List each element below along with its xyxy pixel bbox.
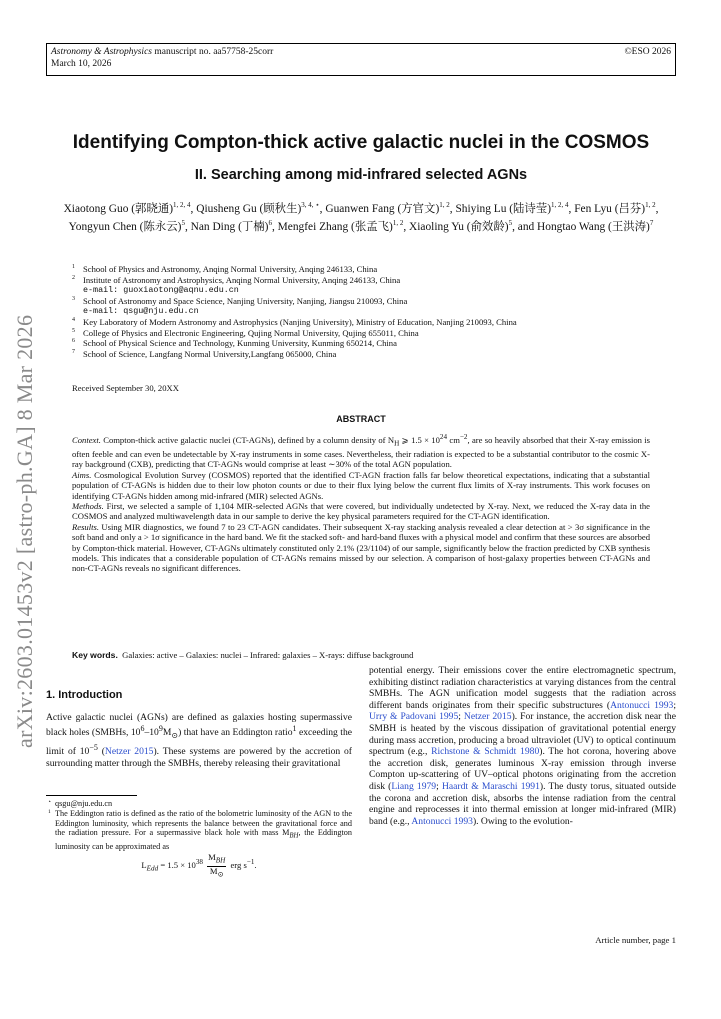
abstract-aims: [72, 470, 650, 501]
results-label: Results.: [72, 521, 99, 532]
abstract-methods: [72, 501, 650, 522]
affiliation-number: 5: [72, 327, 75, 334]
copyright: ©ESO 2026: [624, 47, 671, 57]
abstract-context: [72, 432, 650, 470]
affiliation-list: [72, 264, 672, 359]
manuscript-number: manuscript no. aa57758-25corr: [154, 47, 274, 57]
abstract-results: [72, 522, 650, 574]
affiliation-item: [72, 317, 672, 328]
fraction-denominator: $M_⊙$: [209, 865, 224, 879]
fraction-numerator: $M_{BH}$: [208, 852, 226, 865]
page-footer: Article number, page 1: [595, 935, 676, 945]
journal-header: [46, 43, 676, 76]
methods-text: First, we selected a sample of 1,104 MIR-selected AGNs that were covered, but individually undetected by X-ray. Next, we reduced the X-ray data in the COSMOS and analyzed multiwavelength data in our sample to derive the key physical parameters required for the CT-AGN identification.: [72, 501, 650, 522]
intro-paragraph: Active galactic nuclei (AGNs) are defined as galaxies hosting supermassive black holes (SMBHs, $10^6-10^9M_⊙$) that have an Eddington ratio$^1$ exceeding the limit of $10^{-5}$ (Netzer 2015). These systems are powered by the accretion of surrounding matter through the SMBHs, thereby releasing their gravitational: [46, 711, 352, 769]
methods-label: Methods.: [72, 501, 104, 512]
footnote-text: The Eddington ratio is defined as the ratio of the bolometric luminosity of the AGN to the Eddington luminosity, which represents the balance between the gravitational force and the radiation pressure. For a supermassive black hole with mass $M_{BH}$, the Eddington luminosity can be approximated as: [55, 808, 352, 851]
context-label: Context.: [72, 434, 101, 445]
affiliation-item: [72, 349, 672, 360]
equation-lhs: $L_{Edd} = 1.5 \times 10^{38}$: [141, 858, 203, 873]
affiliation-text: School of Astronomy and Space Science, Nanjing University, Nanjing, Jiangsu 210093, China: [83, 295, 408, 306]
manuscript-line: [51, 46, 671, 58]
affiliation-item: [72, 328, 672, 339]
star-mark: ⋆: [48, 799, 52, 805]
affiliation-text: School of Science, Langfang Normal University,Langfang 065000, China: [83, 348, 337, 359]
affiliation-text: Key Laboratory of Modern Astronomy and Astrophysics (Nanjing University), Ministry of Education, Nanjing 210093, China: [83, 316, 517, 327]
mass-fraction: [207, 853, 226, 879]
abstract-heading: ABSTRACT: [336, 414, 386, 424]
footnotes: [46, 799, 352, 852]
corresponding-email: qsgu@nju.edu.cn: [55, 799, 113, 808]
intro-continued-paragraph: potential energy. Their emissions cover the entire electromagnetic spectrum, exhibiting distinct radiation characteristics at varying distances from the central SMBHs. The AGN unification model suggests that the radiation across different bands originates from their specific substructures (Antonucci 1993; Urry & Padovani 1995; Netzer 2015). For instance, the accretion disk near the SMBH is heated by the viscous dissipation of gravitational potential energy during mass accretion, producing a broad ultraviolet (UV) to optical continuum spectrum (e.g., Richstone & Schmidt 1980). The hot corona, hovering above the accretion disk, generates luminous X-ray emission through inverse Compton up-scattering of UV–optical photons originating from the accretion disk (Liang 1979; Haardt & Maraschi 1991). The dusty torus, situated outside the corona and accretion disk, absorbs the intense radiation from the central engine and reprocesses it into thermal emission at longer mid-infrared (MIR) band (e.g., Antonucci 1993). Owing to the evolution-: [369, 665, 676, 827]
affiliation-email[interactable]: e-mail: qsgu@nju.edu.cn: [83, 306, 199, 317]
affiliation-text: Institute of Astronomy and Astrophysics, Anqing Normal University, Anqing 246133, China: [83, 274, 401, 285]
keywords-text: Galaxies: active – Galaxies: nuclei – Infrared: galaxies – X-rays: diffuse background: [122, 650, 414, 660]
affiliation-number: 1: [72, 264, 75, 270]
affiliation-item: [72, 264, 672, 275]
section-heading: 1. Introduction: [46, 689, 123, 701]
affiliation-number: 4: [72, 316, 75, 323]
keywords-label: Key words.: [72, 650, 118, 660]
affiliation-text: College of Physics and Electronic Engineering, Qujing Normal University, Qujing 655011, China: [83, 327, 419, 338]
corresponding-author-footnote: [46, 799, 352, 809]
aims-text: Cosmological Evolution Survey (COSMOS) reported that the identified CT-AGN fraction falls far below theoretical expectations, indicating that a substantial population of CT-AGNs is hidden due to their low photon counts or due to their flux lying below the current flux limits of X-ray instruments. This work focuses on identifying CT-AGNs hidden among mid-infrared (MIR) selected AGNs.: [72, 469, 650, 501]
abstract: [72, 432, 650, 574]
affiliation-text: School of Physics and Astronomy, Anqing Normal University, Anqing 246133, China: [83, 264, 378, 274]
affiliation-number: 2: [72, 274, 75, 281]
affiliation-number: 7: [72, 348, 75, 355]
footnote-mark: 1: [48, 808, 51, 815]
author-list: Xiaotong Guo (郭晓通)$^{1, 2, 4}$, Qiusheng Gu (顾秋生)$^{3, 4, ⋆}$, Guanwen Fang (方官文)$^{1, 2}$, Shiying Lu (陆诗莹)$^{1, 2, 4}$, Fen Lyu (吕芬)$^{1, 2}$, Yongyun Chen (陈永云)$^5$, Nan Ding (丁楠)$^6$, Mengfei Zhang (张孟飞)$^{1, 2}$, Xiaoling Yu (俞效龄)$^5$, and Hongtao Wang (王洪涛)$^7$: [63, 201, 659, 234]
context-text: Compton-thick active galactic nuclei (CT-AGNs), defined by a column density of $N_H$ ⩾ $1.5 \times 10^{24}$ $cm^{-2}$, are so heavily absorbed that their X-ray emission is often feeble and can even be undetectable by X-ray instruments in some cases. Nevertheless, their radiation is expected to be a substantial contributor to the cosmic X-ray background (CXB), predicting that CT-AGNs would comprise at least ∼30% of the total AGN population.: [72, 433, 650, 470]
paper-title: Identifying Compton-thick active galactic nuclei in the COSMOS: [72, 132, 650, 153]
equation-rhs: erg $s^{-1}$.: [230, 858, 257, 871]
intro-left-column: [46, 690, 352, 769]
arxiv-identifier: arXiv:2603.01453v2 [astro-ph.GA] 8 Mar 2026: [12, 314, 37, 748]
paper-subtitle: II. Searching among mid-infrared selected AGNs: [194, 167, 528, 183]
received-date: Received September 30, 20XX: [72, 383, 179, 393]
intro-right-column: [369, 665, 676, 827]
eddington-footnote: [46, 809, 352, 852]
footnote-rule: [46, 795, 137, 796]
affiliation-number: 3: [72, 295, 75, 302]
affiliation-item: [72, 296, 672, 307]
results-text: Using MIR diagnostics, we found 7 to 23 CT-AGN candidates. Their subsequent X-ray stacking analysis revealed a clear detection at > 3σ significance in the soft band and only a > 1σ significance in the hard band. We fit the stacked soft- and hard-band fluxes with a physical model and confirm that these sources are absorbed by Compton-thick material. However, CT-AGNs ultimately constituted only 2.1% (23/1104) of our sample, significantly below the fraction predicted by CXB synthesis models. This indicates that a considerable population of CT-AGNs remains missed by our selection. A comparison of host-galaxy properties between CT-AGNs and non-CT-AGNs reveals no significant differences.: [72, 521, 650, 574]
eddington-equation: [46, 853, 352, 879]
header-date: March 10, 2026: [51, 59, 112, 69]
affiliation-text: School of Physical Science and Technology, Kunming University, Kunming 650214, China: [83, 338, 397, 349]
affiliation-item: [72, 275, 672, 286]
journal-name: Astronomy & Astrophysics: [51, 47, 152, 57]
affiliation-number: 6: [72, 338, 75, 345]
affiliation-item: [72, 338, 672, 349]
affiliation-email[interactable]: e-mail: guoxiaotong@aqnu.edu.cn: [83, 285, 239, 296]
aims-label: Aims.: [72, 469, 92, 480]
keywords: [72, 650, 650, 660]
